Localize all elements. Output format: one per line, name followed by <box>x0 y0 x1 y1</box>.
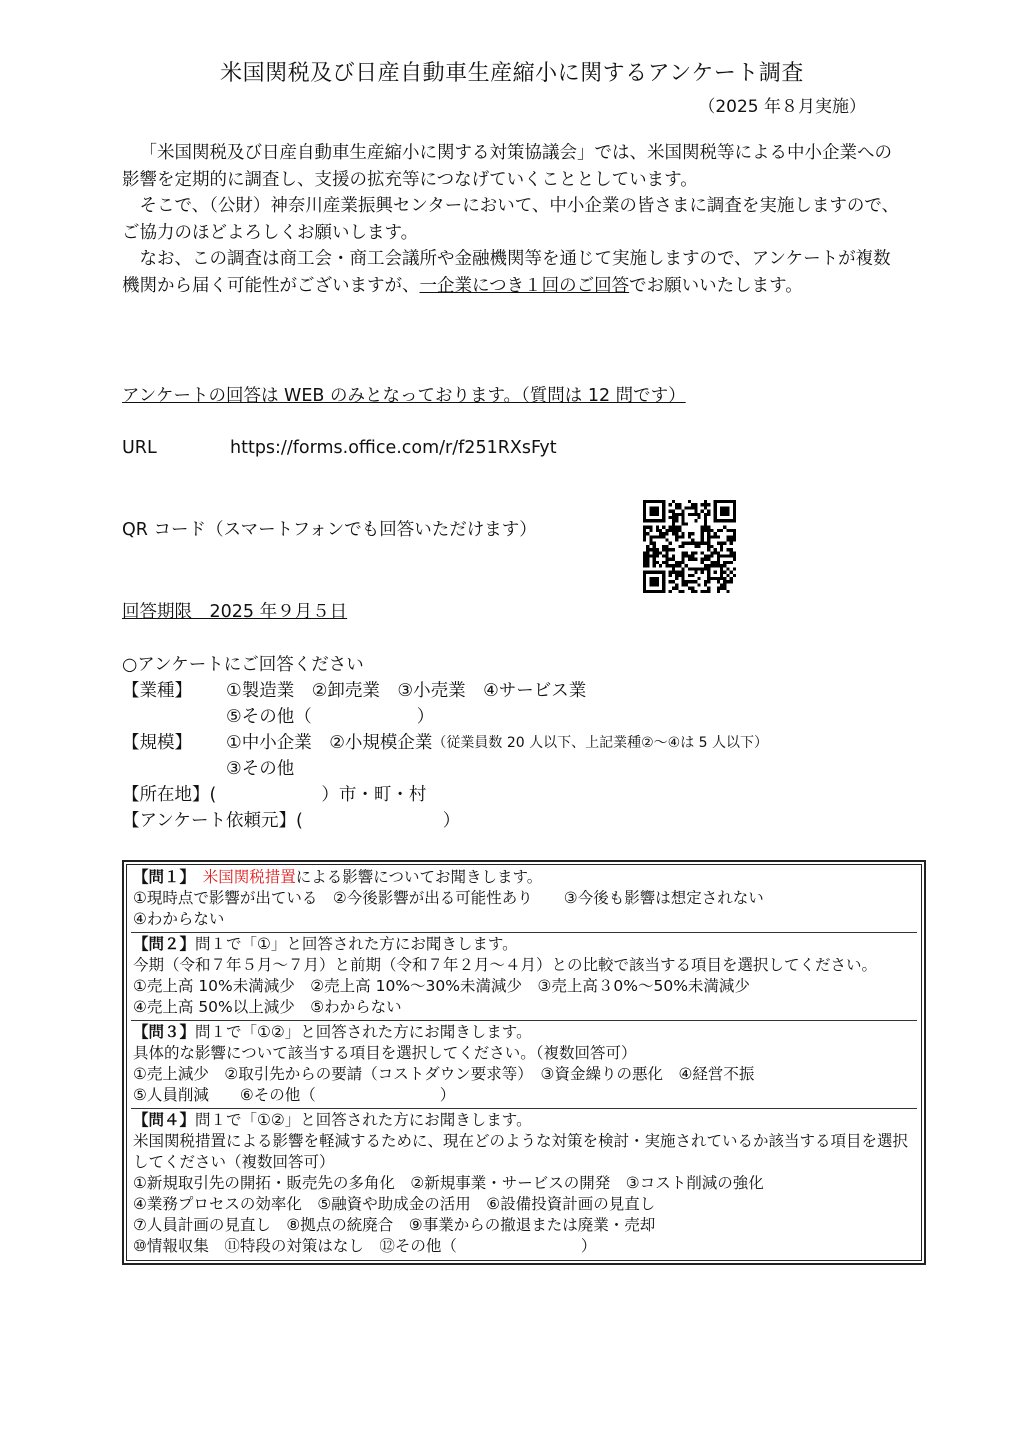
industry-other-option[interactable]: ⑤その他（ ） <box>226 707 435 727</box>
q2-number: 【問２】 <box>133 935 196 953</box>
respondent-info-form <box>122 652 768 834</box>
q4-options[interactable]: ①新規取引先の開拓・販売先の多角化 ②新規事業・サービスの開発 ③コスト削減の強化 <box>133 1174 764 1192</box>
intro-section <box>122 140 904 299</box>
industry-label: 【業種】 <box>122 681 192 701</box>
q2-description: 今期（令和７年５月～７月）と前期（令和７年２月～４月）との比較で該当する項目を選択してください。 <box>133 956 878 974</box>
q4-options-2[interactable]: ④業務プロセスの効率化 ⑤融資や助成金の活用 ⑥設備投資計画の見直し <box>133 1195 656 1213</box>
requester-field[interactable]: 【アンケート依頼元】( ） <box>122 811 461 831</box>
q4-options-4[interactable]: ⑩情報収集 ⑪特段の対策はなし ⑫その他（ ） <box>133 1237 597 1255</box>
q2-options-2[interactable]: ④売上高 50%以上減少 ⑤わからない <box>133 998 402 1016</box>
q3-text: 問１で「①②」と回答された方にお聞きします。 <box>195 1023 532 1041</box>
industry-options[interactable]: ①製造業 ②卸売業 ③小売業 ④サービス業 <box>226 681 587 701</box>
questions-box <box>122 860 926 1265</box>
q1-highlight: 米国関税措置 <box>202 868 296 886</box>
qr-code-image[interactable] <box>643 500 736 593</box>
q4-options-3[interactable]: ⑦人員計画の見直し ⑧拠点の統廃合 ⑨事業からの撤退または廃業・売却 <box>133 1216 656 1234</box>
q1-options-2[interactable]: ④わからない <box>133 910 225 928</box>
document-title: 米国関税及び日産自動車生産縮小に関するアンケート調査 <box>220 61 804 86</box>
scale-label: 【規模】 <box>122 733 192 753</box>
location-field[interactable]: 【所在地】( ）市・町・村 <box>122 785 427 805</box>
question-4 <box>131 1109 917 1259</box>
scale-other-option[interactable]: ③その他 <box>226 759 295 779</box>
intro-paragraph-3 <box>122 246 904 299</box>
q4-number: 【問４】 <box>133 1111 196 1129</box>
q1-text: による影響についてお聞きします。 <box>295 868 543 886</box>
deadline: 回答期限 2025 年９月５日 <box>122 602 348 622</box>
q2-text: 問１で「①」と回答された方にお聞きします。 <box>195 935 518 953</box>
scale-note: （従業員数 20 人以下、上記業種②～④は 5 人以下） <box>432 735 769 751</box>
intro-p3-a: なお、この調査は商工会・商工会議所や金融機関等を通じて実施しますので、アンケートが複数機関から届く可能性がございますが、 <box>122 249 891 296</box>
survey-date: （2025 年８月実施） <box>698 97 866 117</box>
url-row <box>122 438 557 458</box>
intro-paragraph-1: 「米国関税及び日産自動車生産縮小に関する対策協議会」では、米国関税等による中小企業への影響を定期的に調査し、支援の拡充等につなげていくこととしています。 <box>122 143 892 190</box>
question-2 <box>131 933 917 1021</box>
intro-paragraph-2: そこで、（公財）神奈川産業振興センターにおいて、中小企業の皆さまに調査を実施しますので、ご協力のほどよろしくお願いします。 <box>122 196 899 243</box>
q3-options[interactable]: ①売上減少 ②取引先からの要請（コストダウン要求等） ③資金繰りの悪化 ④経営不振 <box>133 1065 755 1083</box>
q3-description: 具体的な影響について該当する項目を選択してください。（複数回答可） <box>133 1044 637 1062</box>
question-1 <box>131 866 917 933</box>
web-only-note: アンケートの回答は WEB のみとなっております。（質問は 12 問です） <box>122 386 686 406</box>
scale-options[interactable]: ①中小企業 ②小規模企業 <box>226 733 433 753</box>
survey-url-link[interactable]: https://forms.office.com/r/f251RXsFyt <box>230 438 557 458</box>
q4-text: 問１で「①②」と回答された方にお聞きします。 <box>195 1111 532 1129</box>
q1-options[interactable]: ①現時点で影響が出ている ②今後影響が出る可能性あり ③今後も影響は想定されない <box>133 889 764 907</box>
q4-description: 米国関税措置による影響を軽減するために、現在どのような対策を検討・実施されているか該当する項目を選択してください（複数回答可） <box>133 1132 909 1171</box>
form-intro: ○アンケートにご回答ください <box>122 655 364 675</box>
q3-options-2[interactable]: ⑤人員削減 ⑥その他（ ） <box>133 1086 456 1104</box>
intro-p3-b: でお願いいたします。 <box>629 275 803 296</box>
q1-number: 【問１】 <box>133 868 188 886</box>
q3-number: 【問３】 <box>133 1023 196 1041</box>
q2-options[interactable]: ①売上高 10%未満減少 ②売上高 10%～30%未満減少 ③売上高３0%～50%未満減少 <box>133 977 750 995</box>
qr-label: QR コード（スマートフォンでも回答いただけます） <box>122 520 537 540</box>
one-answer-note: 一企業につき１回のご回答 <box>419 275 630 296</box>
url-label: URL <box>122 438 157 458</box>
question-3 <box>131 1021 917 1109</box>
